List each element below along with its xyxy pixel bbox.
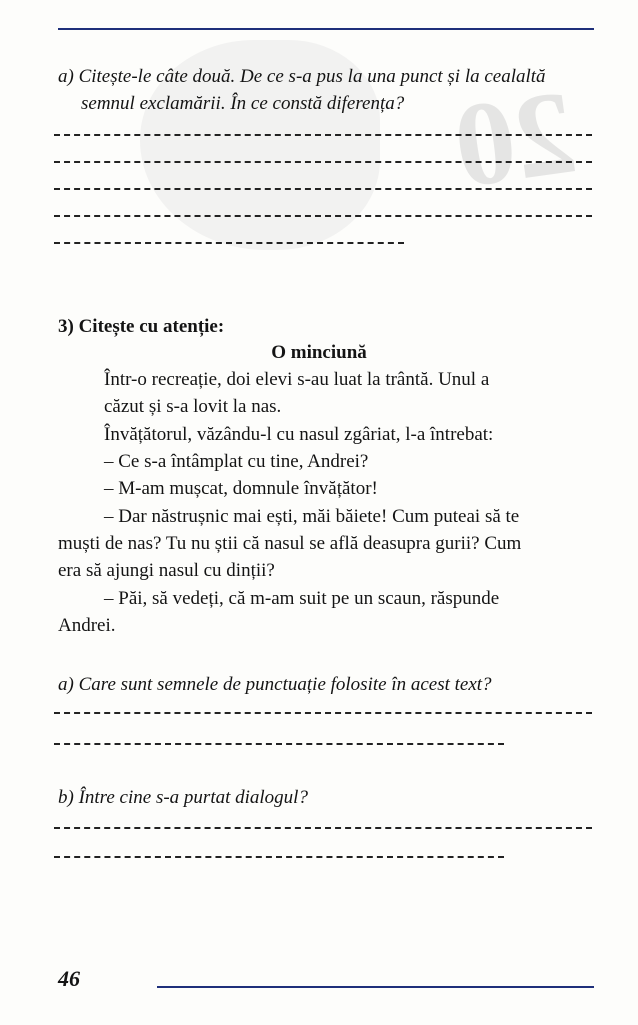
story-line: – Dar năstrușnic mai ești, măi băiete! Cum puteai să te [104,506,520,527]
story-title: O minciună [271,342,367,363]
answer-line[interactable] [54,712,592,714]
question-b: b) Între cine s-a purtat dialogul? [58,787,308,808]
story-line: – M-am mușcat, domnule învățător! [104,478,378,499]
story-line: – Păi, să vedeți, că m-am suit pe un scaun, răspunde [104,588,500,609]
answer-line[interactable] [54,215,592,217]
bottom-rule [157,986,594,988]
question-a: a) Care sunt semnele de punctuație folosite în acest text? [58,674,492,695]
answer-line[interactable] [54,827,592,829]
story-line: căzut și s-a lovit la nas. [104,396,282,417]
prev-exercise-line-2: semnul exclamării. În ce constă diferența? [81,93,405,114]
answer-line[interactable] [54,743,504,745]
story-line: era să ajungi nasul cu dinții? [58,560,275,581]
exercise-3-heading [58,316,224,338]
story-line: – Ce s-a întâmplat cu tine, Andrei? [104,451,369,472]
story-line: Învățătorul, văzându-l cu nasul zgâriat, l-a întrebat: [104,424,494,445]
answer-line[interactable] [54,134,592,136]
answer-line[interactable] [54,856,504,858]
answer-line[interactable] [54,188,592,190]
exercise-3-heading-text: 3) Citește cu atenție: [58,316,225,337]
prev-exercise-line-1: a) Citește-le câte două. De ce s-a pus la una punct și la cealaltă [58,66,546,87]
story-line: Într-o recreație, doi elevi s-au luat la trântă. Unul a [104,369,490,390]
answer-line[interactable] [54,242,404,244]
page-number: 46 [58,966,80,991]
answer-line[interactable] [54,161,592,163]
bleed-through-number: 20 [446,64,584,213]
story-line: muști de nas? Tu nu știi că nasul se află deasupra gurii? Cum [58,533,522,554]
top-rule [58,28,594,30]
story-line: Andrei. [58,615,116,636]
